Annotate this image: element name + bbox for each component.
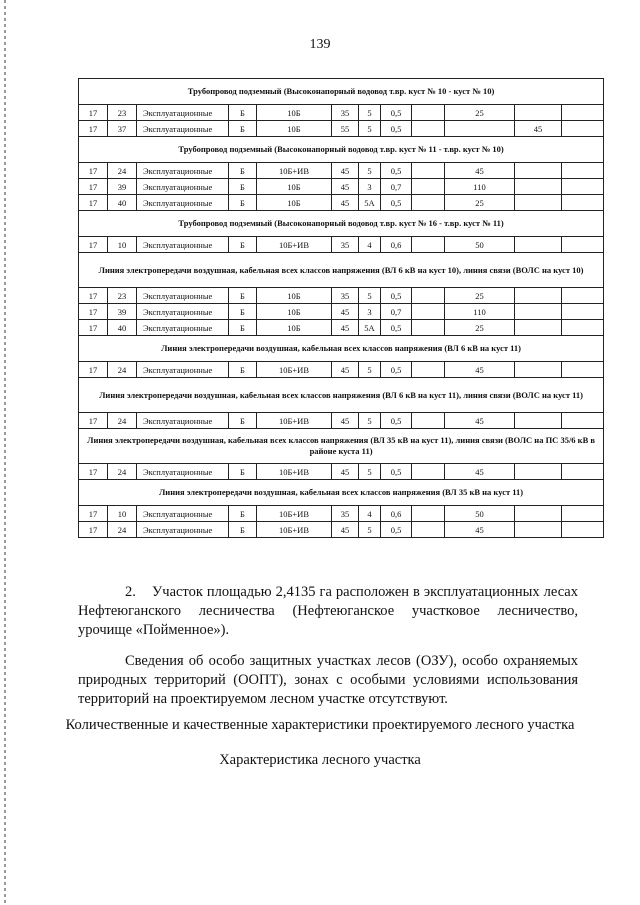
- table-cell: 45: [332, 195, 359, 211]
- table-cell: 40: [108, 195, 137, 211]
- table-cell: 24: [108, 464, 137, 480]
- table-cell: 17: [79, 179, 108, 195]
- table-cell: [515, 304, 562, 320]
- table-row: [79, 288, 604, 304]
- table-cell: [562, 179, 604, 195]
- table-cell: [562, 413, 604, 429]
- table-row: [79, 163, 604, 179]
- page-number: 139: [309, 37, 331, 52]
- table-cell: [412, 105, 445, 121]
- table-cell: 55: [332, 121, 359, 137]
- table-cell: 10Б+ИВ: [257, 464, 332, 480]
- table-row: [79, 179, 604, 195]
- table-cell: 50: [445, 506, 515, 522]
- table-cell: 0,5: [381, 464, 412, 480]
- table-cell: 24: [108, 413, 137, 429]
- table-cell: 5: [359, 522, 381, 538]
- table-cell: 0,6: [381, 506, 412, 522]
- table-cell: Эксплуатационные: [137, 362, 229, 378]
- table-cell: 45: [515, 121, 562, 137]
- table-cell: Б: [229, 506, 257, 522]
- table-cell: Б: [229, 362, 257, 378]
- table-cell: 35: [332, 237, 359, 253]
- table-cell: Эксплуатационные: [137, 413, 229, 429]
- table-cell: 45: [445, 522, 515, 538]
- table-cell: 37: [108, 121, 137, 137]
- table-cell: Б: [229, 522, 257, 538]
- table-cell: [562, 464, 604, 480]
- table-cell: [562, 304, 604, 320]
- table-cell: Б: [229, 413, 257, 429]
- table-cell: 10Б: [257, 179, 332, 195]
- table-cell: Б: [229, 105, 257, 121]
- table-cell: [412, 121, 445, 137]
- table-cell: [515, 105, 562, 121]
- table-cell: 5: [359, 105, 381, 121]
- table-cell: 17: [79, 195, 108, 211]
- table-cell: 25: [445, 105, 515, 121]
- table-cell: 45: [332, 522, 359, 538]
- table-cell: 17: [79, 163, 108, 179]
- table-row: [79, 304, 604, 320]
- table-cell: Эксплуатационные: [137, 288, 229, 304]
- table-cell: [515, 506, 562, 522]
- table-cell: 45: [332, 413, 359, 429]
- table-cell: 17: [79, 362, 108, 378]
- table-cell: 17: [79, 413, 108, 429]
- table-cell: 10Б: [257, 304, 332, 320]
- table-cell: [562, 506, 604, 522]
- section-title: Трубопровод подземный (Высоконапорный водовод т.вр. куст № 11 - т.вр. куст № 10): [79, 137, 604, 163]
- table-cell: 10Б: [257, 288, 332, 304]
- table-cell: 35: [332, 105, 359, 121]
- table-cell: [412, 362, 445, 378]
- table-cell: [562, 195, 604, 211]
- table-cell: 39: [108, 179, 137, 195]
- table-cell: 0,5: [381, 288, 412, 304]
- section-title: Трубопровод подземный (Высоконапорный водовод т.вр. куст № 16 - т.вр. куст № 11): [79, 211, 604, 237]
- table-cell: 3: [359, 179, 381, 195]
- table-cell: [515, 522, 562, 538]
- table-cell: [562, 105, 604, 121]
- table-cell: 4: [359, 506, 381, 522]
- table-cell: [412, 320, 445, 336]
- table-cell: [515, 288, 562, 304]
- table-cell: 17: [79, 320, 108, 336]
- table-cell: 45: [445, 464, 515, 480]
- table-cell: 10: [108, 506, 137, 522]
- section-header-row: [79, 211, 604, 237]
- section-header-row: [79, 480, 604, 506]
- section-header-row: [79, 253, 604, 288]
- table-cell: 5: [359, 288, 381, 304]
- table-row: [79, 195, 604, 211]
- section-title: Линия электропередачи воздушная, кабельная всех классов напряжения (ВЛ 6 кВ на куст 11): [79, 336, 604, 362]
- table-cell: Эксплуатационные: [137, 105, 229, 121]
- table-cell: Б: [229, 288, 257, 304]
- table-cell: Эксплуатационные: [137, 464, 229, 480]
- table-cell: Б: [229, 237, 257, 253]
- table-cell: [562, 163, 604, 179]
- table-cell: 17: [79, 522, 108, 538]
- table-cell: 17: [79, 304, 108, 320]
- table-cell: 0,5: [381, 121, 412, 137]
- table-cell: 10Б+ИВ: [257, 522, 332, 538]
- table-cell: 10Б: [257, 121, 332, 137]
- table-row: [79, 506, 604, 522]
- table-cell: 10Б+ИВ: [257, 413, 332, 429]
- table-cell: Б: [229, 320, 257, 336]
- table-cell: 45: [332, 464, 359, 480]
- table-cell: 0,6: [381, 237, 412, 253]
- table-cell: 35: [332, 506, 359, 522]
- table-cell: 0,5: [381, 163, 412, 179]
- table-cell: 25: [445, 320, 515, 336]
- section-title: Трубопровод подземный (Высоконапорный водовод т.вр. куст № 10 - куст № 10): [79, 79, 604, 105]
- table-cell: [412, 413, 445, 429]
- table-cell: 0,5: [381, 522, 412, 538]
- table-cell: 23: [108, 288, 137, 304]
- table-body: [79, 79, 604, 538]
- table-row: [79, 464, 604, 480]
- table-cell: [515, 179, 562, 195]
- table-cell: 40: [108, 320, 137, 336]
- section-title: Линия электропередачи воздушная, кабельная всех классов напряжения (ВЛ 35 кВ на куст 11): [79, 480, 604, 506]
- table-cell: Эксплуатационные: [137, 506, 229, 522]
- table-cell: [515, 195, 562, 211]
- table-cell: 17: [79, 121, 108, 137]
- table-cell: 45: [445, 413, 515, 429]
- table-cell: 17: [79, 506, 108, 522]
- table-cell: [412, 464, 445, 480]
- table-cell: 45: [332, 179, 359, 195]
- table-cell: [562, 522, 604, 538]
- table-row: [79, 237, 604, 253]
- table-cell: Б: [229, 195, 257, 211]
- table-cell: 10: [108, 237, 137, 253]
- table-cell: [515, 320, 562, 336]
- table-cell: [562, 237, 604, 253]
- section-header-row: [79, 336, 604, 362]
- table-cell: [412, 304, 445, 320]
- table-cell: [562, 288, 604, 304]
- table-cell: [515, 163, 562, 179]
- table-cell: 45: [332, 362, 359, 378]
- table-cell: [412, 288, 445, 304]
- table-cell: 17: [79, 288, 108, 304]
- table-cell: 17: [79, 105, 108, 121]
- table-cell: 45: [332, 304, 359, 320]
- table-cell: 10Б: [257, 105, 332, 121]
- table-cell: [412, 195, 445, 211]
- table-cell: 10Б+ИВ: [257, 362, 332, 378]
- table-row: [79, 105, 604, 121]
- table-cell: Эксплуатационные: [137, 320, 229, 336]
- table-cell: 45: [445, 163, 515, 179]
- section-title: Линия электропередачи воздушная, кабельная всех классов напряжения (ВЛ 6 кВ на куст 11), линия связи (ВОЛС на куст 11): [79, 378, 604, 413]
- table-cell: 0,5: [381, 413, 412, 429]
- table-cell: 24: [108, 362, 137, 378]
- table-row: [79, 362, 604, 378]
- table-cell: 10Б+ИВ: [257, 237, 332, 253]
- section-title: Линия электропередачи воздушная, кабельная всех классов напряжения (ВЛ 6 кВ на куст 10), линия связи (ВОЛС на куст 10): [79, 253, 604, 288]
- table-cell: 17: [79, 237, 108, 253]
- table-cell: [562, 362, 604, 378]
- table-cell: 0,5: [381, 195, 412, 211]
- table-cell: 5: [359, 121, 381, 137]
- table-cell: [515, 464, 562, 480]
- table-cell: 110: [445, 179, 515, 195]
- table-cell: 23: [108, 105, 137, 121]
- table-row: [79, 121, 604, 137]
- table-cell: Б: [229, 121, 257, 137]
- table-cell: 0,5: [381, 320, 412, 336]
- table-cell: [412, 237, 445, 253]
- table-cell: 0,5: [381, 362, 412, 378]
- table-cell: 5А: [359, 195, 381, 211]
- table-row: [79, 413, 604, 429]
- table-cell: 45: [445, 362, 515, 378]
- section-title: Линия электропередачи воздушная, кабельная всех классов напряжения (ВЛ 35 кВ на куст 11), линия связи (ВОЛС на ПС 35/6 кВ в районе куста 11): [79, 429, 604, 464]
- table-cell: 25: [445, 195, 515, 211]
- table-cell: Эксплуатационные: [137, 522, 229, 538]
- table-cell: 5: [359, 464, 381, 480]
- table-cell: 35: [332, 288, 359, 304]
- paragraph-protected-areas: Сведения об особо защитных участках лесов (ОЗУ), особо охраняемых природных территорий (ООПТ), зонах с особыми условиями использования территорий на проектируемом лесном участке отсутствуют.: [78, 653, 578, 707]
- table-cell: Эксплуатационные: [137, 195, 229, 211]
- table-cell: 10Б+ИВ: [257, 163, 332, 179]
- table-cell: [515, 237, 562, 253]
- table-cell: Б: [229, 304, 257, 320]
- heading-plot-characteristic: Характеристика лесного участка: [219, 752, 421, 768]
- table-row: [79, 320, 604, 336]
- table-cell: 0,5: [381, 105, 412, 121]
- table-cell: Б: [229, 179, 257, 195]
- table-cell: 17: [79, 464, 108, 480]
- table-cell: 24: [108, 163, 137, 179]
- table-cell: 0,7: [381, 304, 412, 320]
- table-cell: 4: [359, 237, 381, 253]
- table-cell: 110: [445, 304, 515, 320]
- table-cell: Б: [229, 163, 257, 179]
- table-cell: 3: [359, 304, 381, 320]
- table-cell: 45: [332, 320, 359, 336]
- table-cell: 5: [359, 163, 381, 179]
- table-cell: Эксплуатационные: [137, 179, 229, 195]
- table-cell: [445, 121, 515, 137]
- forest-plots-table: [78, 78, 603, 538]
- table-cell: 39: [108, 304, 137, 320]
- table-cell: 5: [359, 413, 381, 429]
- table-cell: [515, 413, 562, 429]
- table-cell: [412, 506, 445, 522]
- section-header-row: [79, 79, 604, 105]
- table-cell: 10Б: [257, 195, 332, 211]
- table-cell: Эксплуатационные: [137, 163, 229, 179]
- table-cell: Б: [229, 464, 257, 480]
- table-row: [79, 522, 604, 538]
- table-cell: Эксплуатационные: [137, 121, 229, 137]
- table-cell: [412, 179, 445, 195]
- heading-characteristics: Количественные и качественные характеристики проектируемого лесного участка: [65, 717, 575, 733]
- section-header-row: [79, 429, 604, 464]
- table-cell: 5: [359, 362, 381, 378]
- section-header-row: [79, 378, 604, 413]
- table-cell: 45: [332, 163, 359, 179]
- table-cell: Эксплуатационные: [137, 304, 229, 320]
- table-cell: 0,7: [381, 179, 412, 195]
- section-header-row: [79, 137, 604, 163]
- table-cell: 5А: [359, 320, 381, 336]
- table-cell: 24: [108, 522, 137, 538]
- table-cell: 10Б+ИВ: [257, 506, 332, 522]
- table-cell: [412, 163, 445, 179]
- table-cell: [515, 362, 562, 378]
- paragraph-plot-area: 2. Участок площадью 2,4135 га расположен в эксплуатационных лесах Нефтеюганского лесничества (Нефтеюганское участковое лесничество, урочище «Пойменное»).: [78, 584, 578, 638]
- table-cell: [562, 121, 604, 137]
- table-cell: 10Б: [257, 320, 332, 336]
- table-cell: [562, 320, 604, 336]
- table-cell: Эксплуатационные: [137, 237, 229, 253]
- table-cell: 25: [445, 288, 515, 304]
- table-cell: [412, 522, 445, 538]
- table-cell: 50: [445, 237, 515, 253]
